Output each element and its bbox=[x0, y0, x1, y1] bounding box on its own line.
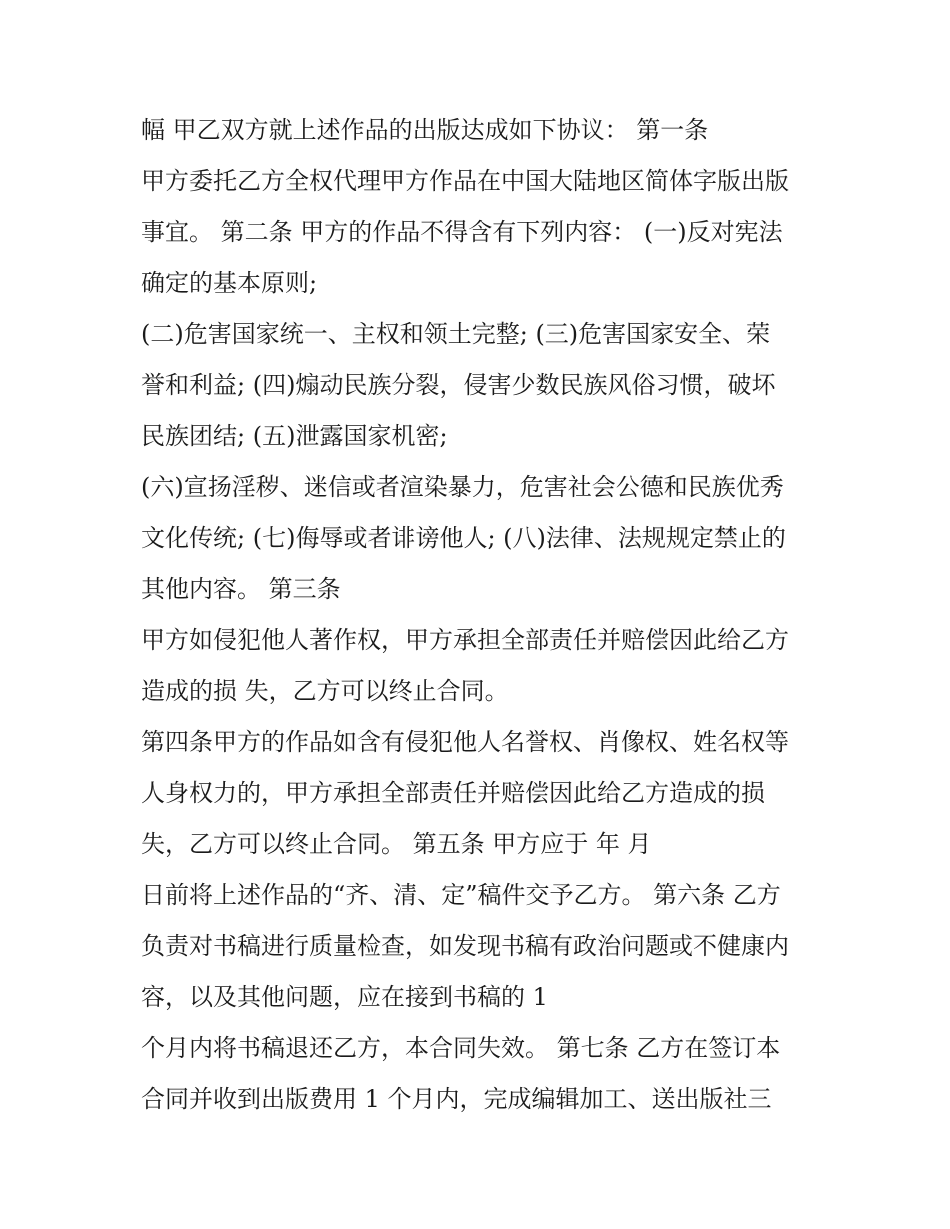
text-line-5: (二)危害国家统一、主权和领土完整; (三)危害国家安全、荣 bbox=[141, 320, 771, 348]
text-line-8: (六)宣扬淫秽、迷信或者渲染暴力，危害社会公德和民族优秀 bbox=[141, 473, 784, 501]
text-line-2: 甲方委托乙方全权代理甲方作品在中国大陆地区简体字版出版 bbox=[141, 167, 789, 195]
text-line-17: 负责对书稿进行质量检查，如发现书稿有政治问题或不健康内 bbox=[141, 932, 789, 960]
text-line-20: 合同并收到出版费用 1 个月内，完成编辑加工、送出版社三 bbox=[141, 1085, 772, 1113]
text-line-11: 甲方如侵犯他人著作权，甲方承担全部责任并赔偿因此给乙方 bbox=[141, 626, 789, 654]
text-line-13: 第四条甲方的作品如含有侵犯他人名誉权、肖像权、姓名权等 bbox=[141, 728, 789, 756]
text-line-16: 日前将上述作品的“齐、清、定”稿件交予乙方。 第六条 乙方 bbox=[141, 881, 781, 909]
text-line-19: 个月内将书稿退还乙方，本合同失效。 第七条 乙方在签订本 bbox=[141, 1034, 781, 1062]
text-line-10: 其他内容。 第三条 bbox=[141, 575, 341, 603]
text-line-9: 文化传统; (七)侮辱或者诽谤他人; (八)法律、法规规定禁止的 bbox=[141, 524, 786, 552]
text-line-6: 誉和利益; (四)煽动民族分裂，侵害少数民族风俗习惯，破坏 bbox=[141, 371, 776, 399]
text-line-1: 幅 甲乙双方就上述作品的出版达成如下协议： 第一条 bbox=[141, 116, 709, 144]
text-line-14: 人身权力的，甲方承担全部责任并赔偿因此给乙方造成的损 bbox=[141, 779, 765, 807]
text-line-3: 事宜。 第二条 甲方的作品不得含有下列内容： (一)反对宪法 bbox=[141, 218, 783, 246]
text-line-18: 容，以及其他问题，应在接到书稿的 1 bbox=[141, 983, 548, 1011]
text-line-7: 民族团结; (五)泄露国家机密; bbox=[141, 422, 448, 450]
contract-text bbox=[141, 108, 821, 1128]
text-line-4: 确定的基本原则; bbox=[141, 269, 318, 297]
text-line-15: 失，乙方可以终止合同。 第五条 甲方应于 年 月 bbox=[141, 830, 652, 858]
text-line-12: 造成的损 失，乙方可以终止合同。 bbox=[141, 677, 509, 705]
